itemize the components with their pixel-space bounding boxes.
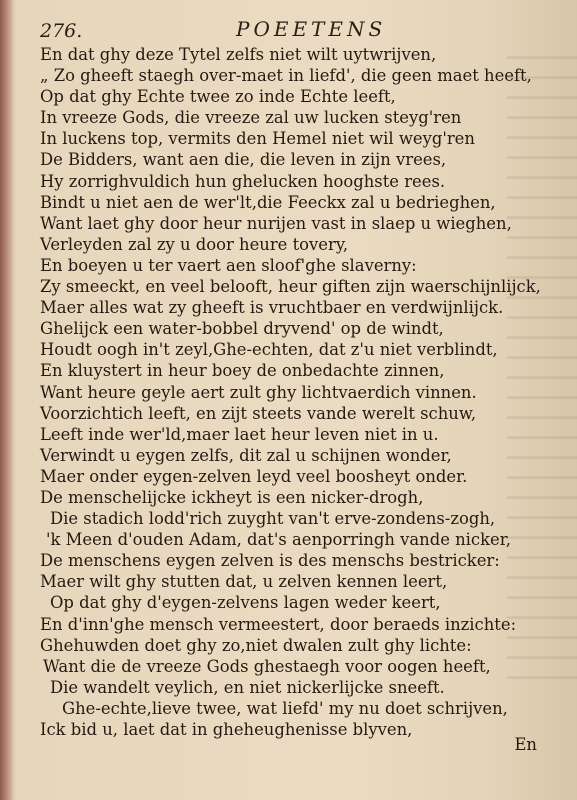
page-header: [36, 8, 536, 42]
poem-line: Want laet ghy door heur nurijen vast in slaep u wieghen,: [40, 213, 512, 233]
poem-line: En kluystert in heur boey de onbedachte zinnen,: [40, 361, 445, 381]
poem-line: Bindt u niet aen de wer'lt,die Feeckx zal u bedrieghen,: [40, 192, 496, 212]
running-title: POEETENS: [236, 17, 387, 41]
poem-line: Houdt oogh in't zeyl,Ghe-echten, dat z'u niet verblindt,: [40, 340, 498, 360]
poem-line: Op dat ghy d'eygen-zelvens lagen weder keert,: [50, 593, 441, 613]
poem-line: In vreeze Gods, die vreeze zal uw lucken steyg'ren: [40, 108, 462, 128]
poem-line: De menschens eygen zelven is des menschs bestricker:: [40, 551, 500, 571]
poem-line: Die wandelt veylich, en niet nickerlijcke sneeft.: [50, 677, 445, 697]
poem-line: Leeft inde wer'ld,maer laet heur leven niet in u.: [40, 424, 439, 444]
poem-line: En d'inn'ghe mensch vermeestert, door beraeds inzichte:: [40, 614, 517, 634]
poem-line: Maer alles wat zy gheeft is vruchtbaer en verdwijnlijck.: [40, 298, 504, 318]
poem-line: Maer wilt ghy stutten dat, u zelven kennen leert,: [40, 572, 448, 592]
poem-line: Zy smeeckt, en veel belooft, heur giften zijn waerschijnlijck,: [40, 277, 541, 297]
poem-line: In luckens top, vermits den Hemel niet wil weyg'ren: [40, 129, 475, 149]
poem-line: En dat ghy deze Tytel zelfs niet wilt uytwrijven,: [40, 45, 437, 64]
poem-line: De Bidders, want aen die, die leven in zijn vrees,: [40, 150, 447, 170]
poem-line: Ghe-echte,lieve twee, wat liefd' my nu doet schrijven,: [62, 698, 508, 718]
poem-line: Ghelijck een water-bobbel dryvend' op de windt,: [40, 319, 444, 339]
catchword: En: [514, 735, 537, 754]
poem-line: En boeyen u ter vaert aen sloof'ghe slaverny:: [40, 255, 417, 275]
poem-line: Die stadich lodd'rich zuyght van't erve-zondens-zogh,: [50, 509, 496, 529]
poem-line: Maer onder eygen-zelven leyd veel boosheyt onder.: [40, 466, 468, 486]
poem-line: De menschelijcke ickheyt is een nicker-drogh,: [40, 487, 424, 507]
poem-line: Ghehuwden doet ghy zo,niet dwalen zult ghy lichte:: [40, 635, 472, 655]
poem-line: Op dat ghy Echte twee zo inde Echte leeft,: [40, 87, 396, 107]
poem-line: „ Zo gheeft staegh over-maet in liefd', die geen maet heeft,: [40, 66, 532, 86]
poem-line: 'k Meen d'ouden Adam, dat's aenporringh vande nicker,: [46, 530, 511, 550]
poem-text: [40, 44, 540, 740]
poem-line: Verleyden zal zy u door heure tovery,: [40, 234, 349, 254]
poem-line: Want heure geyle aert zult ghy lichtvaerdich vinnen.: [40, 382, 477, 402]
poem-line: Ick bid u, laet dat in gheheughenisse blyven,: [40, 720, 413, 739]
poem-line: Hy zorrighvuldich hun ghelucken hooghste rees.: [40, 171, 446, 191]
page-number: 276.: [40, 20, 83, 42]
poem-line: Voorzichtich leeft, en zijt steets vande werelt schuw,: [40, 403, 477, 423]
poem-line: Want die de vreeze Gods ghestaegh voor oogen heeft,: [43, 656, 491, 676]
poem-line: Verwindt u eygen zelfs, dit zal u schijnen wonder,: [40, 445, 452, 465]
